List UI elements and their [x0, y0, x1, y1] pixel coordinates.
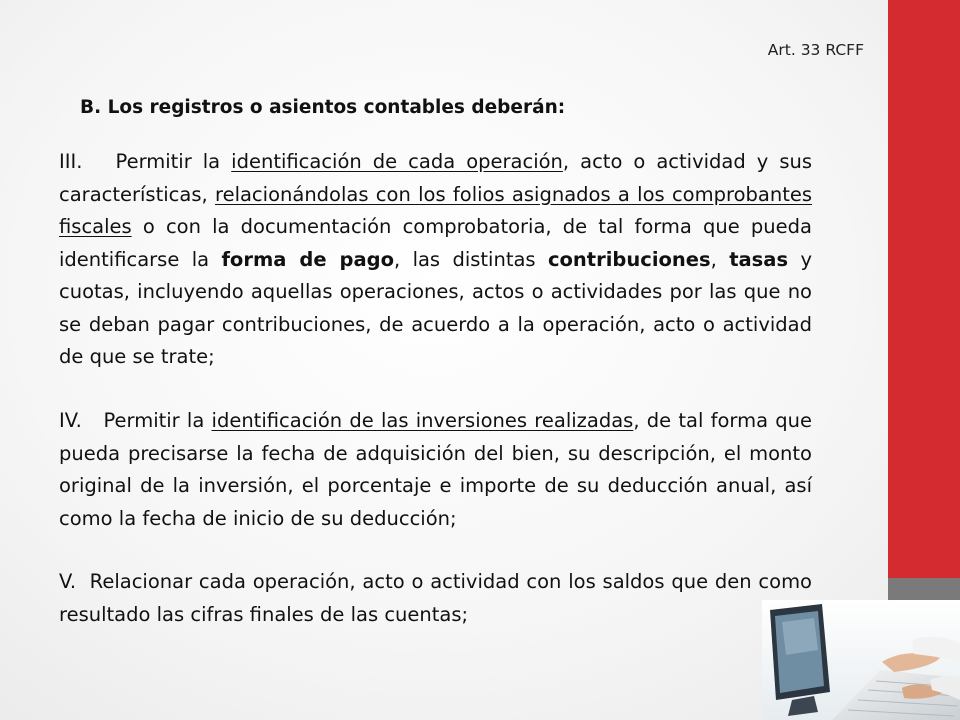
article-reference: Art. 33 RCFF [767, 41, 864, 59]
item-iii-text-2: , acto o actividad y sus características, [59, 150, 812, 206]
red-accent-bar [888, 0, 960, 578]
item-iv-numeral: IV. [59, 409, 82, 432]
item-iii-text-3: o con la documentación comprobatoria, de tal forma que pueda identificarse la [59, 215, 812, 271]
item-iv-text-2: , de tal forma que pueda precisarse la fecha de adquisición del bien, su descripción, el monto original de la inversión, el porcentaje e importe de su deducción anual, así como la fecha de inicio de su deducción; [59, 409, 812, 530]
item-iii-text-6: y cuotas, incluyendo aquellas operaciones, actos o actividades por las que no se deban pagar contribuciones, de acuerdo a la operación, acto o actividad de que se trate; [59, 247, 812, 368]
item-iii-bold-contribuciones: contribuciones [547, 247, 711, 271]
item-v-numeral: V. [59, 570, 77, 593]
item-v-paragraph [59, 566, 812, 631]
gray-accent-bar [888, 578, 960, 600]
item-iii-numeral: III. [59, 150, 83, 173]
item-iii-underline-2: relacionándolas con los folios asignados a los comprobantes fiscales [59, 182, 812, 238]
item-iii-bold-forma-de-pago: forma de pago [221, 247, 394, 271]
item-iii-paragraph [59, 146, 812, 374]
item-iv-text-1: Permitir la [103, 409, 205, 432]
item-iv-paragraph [59, 405, 812, 535]
item-iii-text-1: Permitir la [115, 150, 221, 173]
item-iv-underline-1: identificación de las inversiones realizadas [211, 409, 634, 432]
item-iii-bold-tasas: tasas [729, 247, 789, 271]
item-iii-text-4: , las distintas [394, 247, 536, 271]
item-iii-underline-1: identificación de cada operación [231, 150, 563, 173]
item-v-text-1: Relacionar cada operación, acto o actividad con los saldos que den como resultado las cifras finales de las cuentas; [59, 570, 812, 626]
item-iii-text-5: , [710, 247, 717, 271]
section-heading: B. Los registros o asientos contables deberán: [80, 97, 566, 118]
